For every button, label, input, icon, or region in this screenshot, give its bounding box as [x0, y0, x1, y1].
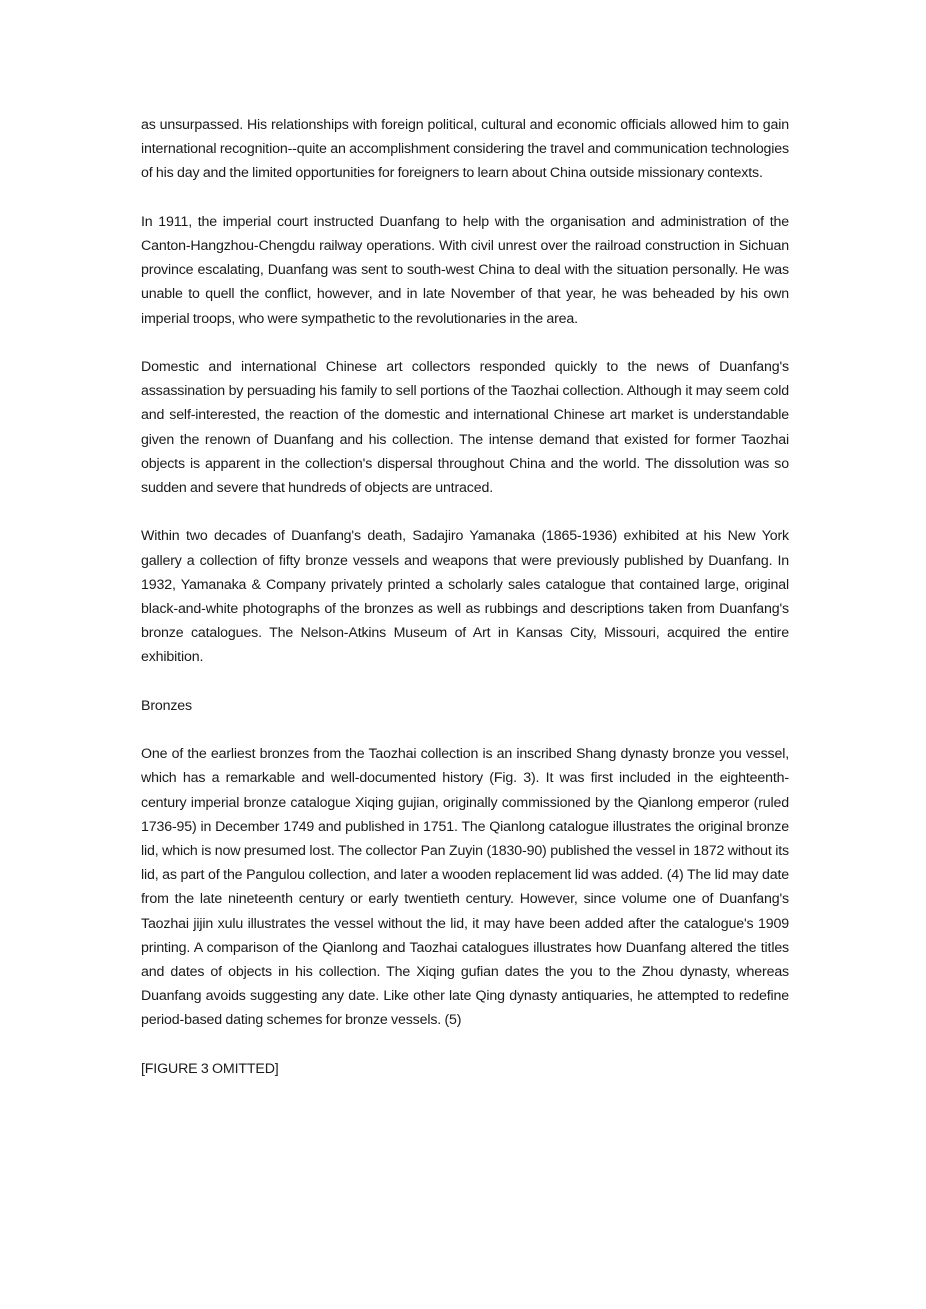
paragraph-shang-you-vessel: One of the earliest bronzes from the Taozhai collection is an inscribed Shang dynasty bronze you vessel, which has a remarkable and well-documented history (Fig. 3). It was first included in the eighteenth-century imperial bronze catalogue Xiqing gujian, originally commissioned by the Qianlong emperor (ruled 1736-95) in December 1749 and published in 1751. The Qianlong catalogue illustrates the original bronze lid, which is now presumed lost. The collector Pan Zuyin (1830-90) published the vessel in 1872 without its lid, as part of the Pangulou collection, and later a wooden replacement lid was added. (4) The lid may date from the late nineteenth century or early twentieth century. However, since volume one of Duanfang's Taozhai jijin xulu illustrates the vessel without the lid, it may have been added after the catalogue's 1909 printing. A comparison of the Qianlong and Taozhai catalogues illustrates how Duanfang altered the titles and dates of objects in his collection. The Xiqing gufian dates the you to the Zhou dynasty, whereas Duanfang avoids suggesting any date. Like other late Qing dynasty antiquaries, he attempted to redefine period-based dating schemes for bronze vessels. (5) — [141, 746, 789, 1029]
paragraph-railway-1911: In 1911, the imperial court instructed Duanfang to help with the organisation and administration of the Canton-Hangzhou-Chengdu railway operations. With civil unrest over the railroad construction in Sichuan province escalating, Duanfang was sent to south-west China to deal with the situation personally. He was unable to quell the conflict, however, and in late November of that year, he was beheaded by his own imperial troops, who were sympathetic to the revolutionaries in the area. — [141, 213, 789, 327]
paragraph-collection-dispersal: Domestic and international Chinese art collectors responded quickly to the news of Duanfang's assassination by persuading his family to sell portions of the Taozhai collection. Although it may seem cold and self-interested, the reaction of the domestic and international Chinese art market is understandable given the renown of Duanfang and his collection. The intense demand that existed for former Taozhai objects is apparent in the collection's dispersal throughout China and the world. The dissolution was so sudden and severe that hundreds of objects are untraced. — [141, 359, 789, 497]
document-page — [141, 113, 789, 1081]
section-heading-bronzes: Bronzes — [141, 697, 192, 714]
figure-3-placeholder: [FIGURE 3 OMITTED] — [141, 1060, 279, 1077]
paragraph-yamanaka-exhibition: Within two decades of Duanfang's death, Sadajiro Yamanaka (1865-1936) exhibited at his New York gallery a collection of fifty bronze vessels and weapons that were previously published by Duanfang. In 1932, Yamanaka & Company privately printed a scholarly sales catalogue that contained large, original black-and-white photographs of the bronzes as well as rubbings and descriptions taken from Duanfang's bronze catalogues. The Nelson-Atkins Museum of Art in Kansas City, Missouri, acquired the entire exhibition. — [141, 528, 789, 666]
paragraph-diplomatic-relationships: as unsurpassed. His relationships with foreign political, cultural and economic officials allowed him to gain international recognition--quite an accomplishment considering the travel and communication technologies of his day and the limited opportunities for foreigners to learn about China outside missionary contexts. — [141, 117, 789, 182]
